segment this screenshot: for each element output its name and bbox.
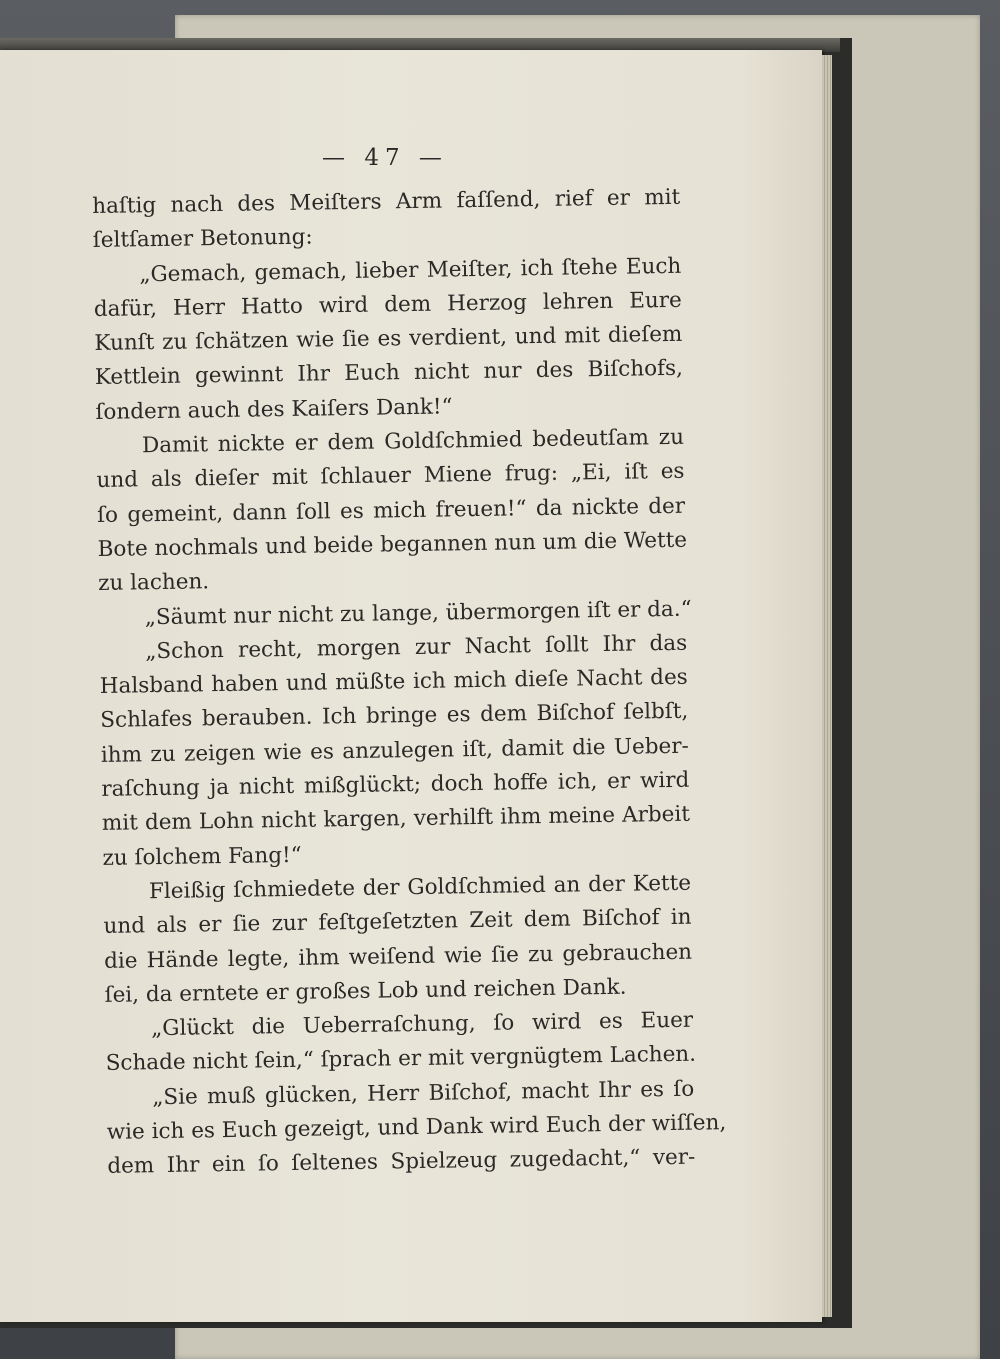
text-line: ſei, da erntete er großes Lob und reichen Dank.	[104, 974, 627, 1008]
text-line: zu lachen.	[97, 569, 210, 597]
text-line: und als dieſer mit ſchlauer Miene frug: „Ei, iſt es	[96, 459, 685, 494]
text-line: Kunſt zu ſchätzen wie ſie es verdient, und mit dieſem	[94, 321, 683, 357]
text-line: Damit nickte er dem Goldſchmied bedeutſam zu	[141, 424, 685, 459]
text-line: haſtig nach des Meiſters Arm faſſend, rief er mit	[92, 184, 681, 219]
text-line: ihm zu zeigen wie es anzulegen iſt, damit die Ueber-	[100, 733, 690, 768]
text-line: dafür, Herr Hatto wird dem Herzog lehren Eure	[93, 287, 682, 322]
text-line: Schlafes berauben. Ich bringe es dem Biſchof ſelbſt,	[100, 699, 689, 734]
text-line: „Schon recht, morgen zur Nacht ſollt Ihr das	[145, 630, 688, 665]
text-line: die Hände legte, ihm weiſend wie ſie zu gebrauchen	[103, 939, 693, 974]
text-line: ſondern auch des Kaiſers Dank!“	[95, 394, 453, 425]
text-line: „Säumt nur nicht zu lange, übermorgen iſt er da.“	[144, 596, 692, 630]
page-edges	[822, 55, 832, 1317]
text-line: „Sie muß glücken, Herr Biſchof, macht Ihr es ſo	[152, 1076, 695, 1110]
text-line: Halsband haben und müßte ich mich dieſe Nacht des	[99, 664, 688, 700]
text-line: Schade nicht ſein,“ ſprach er mit vergnügtem Lachen.	[105, 1042, 697, 1077]
text-line: Fleißig ſchmiedete der Goldſchmied an der Kette	[148, 870, 692, 905]
text-line: ſo gemeint, dann ſoll es mich freuen!“ da nickte der	[96, 493, 686, 528]
text-line: „Glückt die Ueberraſchung, ſo wird es Euer	[150, 1007, 694, 1042]
page-number-header: — 47 —	[322, 145, 448, 171]
text-line: wie ich es Euch gezeigt, und Dank wird Euch der wiſſen,	[106, 1110, 727, 1145]
text-line: zu ſolchem Fang!“	[102, 842, 302, 871]
text-line: raſchung ja nicht mißglückt; doch hoffe ich, er wird	[101, 767, 690, 802]
text-line: dem Ihr ein ſo ſeltenes Spielzeug zugedacht,“ ver-	[107, 1144, 696, 1180]
text-line: Bote nochmals und beide begannen nun um die Wette	[97, 527, 688, 562]
page-text-block	[92, 181, 727, 1185]
text-line: „Gemach, gemach, lieber Meiſter, ich ſtehe Euch	[139, 253, 682, 287]
text-line: ſeltſamer Betonung:	[92, 224, 313, 254]
text-line: Kettlein gewinnt Ihr Euch nicht nur des Biſchofs,	[94, 356, 684, 391]
text-line: und als er ſie zur feſtgeſetzten Zeit dem Biſchof in	[103, 904, 692, 940]
text-line: mit dem Lohn nicht kargen, verhilft ihm meine Arbeit	[101, 802, 691, 837]
